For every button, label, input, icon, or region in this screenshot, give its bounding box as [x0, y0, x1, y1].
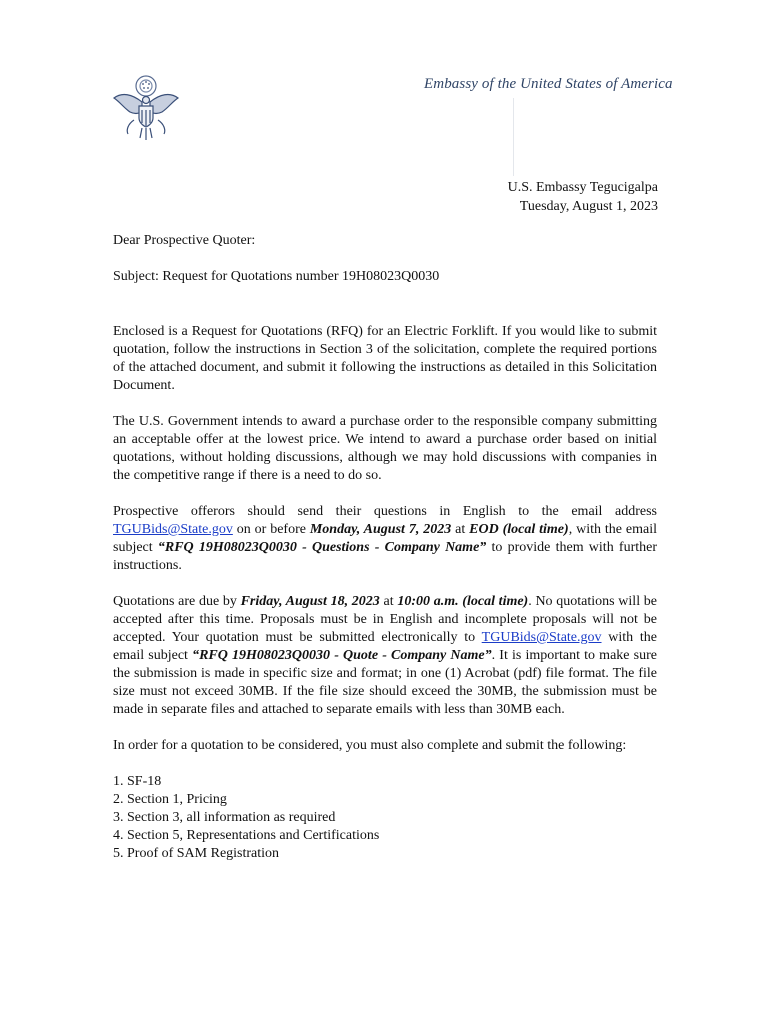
list-item: 1. SF-18	[113, 774, 162, 789]
questions-text-5: to provide them with further instructions.	[113, 540, 657, 573]
due-text-1: Quotations are due by	[113, 594, 241, 609]
subject-line: Subject: Request for Quotations number 19H08023Q0030	[113, 269, 440, 284]
quote-email-link[interactable]: TGUBids@State.gov	[481, 630, 602, 645]
questions-text-3: at	[451, 522, 470, 537]
requirements-list	[113, 773, 657, 863]
questions-deadline-date: Monday, August 7, 2023	[309, 522, 452, 537]
questions-text-2: on or before	[232, 522, 310, 537]
due-text-2: at	[379, 594, 398, 609]
letter-body	[113, 232, 657, 863]
due-text-5: . It is important to make sure the submission is made in specific size and format; in one (1) Acrobat (pdf) file format. The file size must not exceed 30MB. If the file size should exceed the 30MB, the submission must be made in separate files and attached to separate emails with less than 30MB each.	[113, 648, 657, 717]
letterhead-divider	[513, 98, 514, 176]
questions-text-4: , with the email subject	[113, 522, 657, 555]
quote-email-subject: “RFQ 19H08023Q0030 - Quote - Company Name”	[192, 648, 492, 663]
sender-address	[508, 178, 658, 216]
questions-email-subject: “RFQ 19H08023Q0030 - Questions - Company Name”	[157, 540, 487, 555]
list-item: 2. Section 1, Pricing	[113, 792, 227, 807]
salutation: Dear Prospective Quoter:	[113, 233, 256, 248]
paragraph-requirements: In order for a quotation to be considered, you must also complete and submit the following:	[113, 738, 627, 753]
paragraph-questions	[113, 503, 657, 575]
list-item: 4. Section 5, Representations and Certifications	[113, 828, 380, 843]
due-text-3: . No quotations will be accepted after this time. Proposals must be in English and incomplete proposals will not be accepted. Your quotation must be submitted electronically to	[113, 594, 658, 645]
due-time: 10:00 a.m. (local time)	[397, 594, 529, 609]
questions-text-1: Prospective offerors should send their questions in English to the email address	[113, 504, 657, 519]
due-text-4: with the email subject	[113, 630, 658, 663]
embassy-seal-icon	[112, 72, 180, 144]
address-line-location: U.S. Embassy Tegucigalpa	[507, 180, 658, 195]
paragraph-quotation-due	[113, 593, 657, 719]
questions-email-link[interactable]: TGUBids@State.gov	[113, 522, 233, 537]
letterhead-title: Embassy of the United States of America	[424, 76, 673, 92]
paragraph-award-policy: The U.S. Government intends to award a purchase order to the responsible company submitting an acceptable offer at the lowest price. We intend to award a purchase order based on initial quotations, without holding discussions, although we may hold discussions with companies in the competitive range if there is a need to do so.	[113, 414, 657, 483]
list-item: 5. Proof of SAM Registration	[113, 846, 280, 861]
paragraph-rfq-intro: Enclosed is a Request for Quotations (RFQ) for an Electric Forklift. If you would like to submit quotation, follow the instructions in Section 3 of the solicitation, complete the required portions of the attached document, and submit it following the instructions as detailed in this Solicitation Document.	[113, 324, 657, 393]
list-item: 3. Section 3, all information as required	[113, 810, 336, 825]
due-date: Friday, August 18, 2023	[240, 594, 380, 609]
questions-deadline-time: EOD (local time)	[469, 522, 569, 537]
address-line-date: Tuesday, August 1, 2023	[519, 199, 658, 214]
